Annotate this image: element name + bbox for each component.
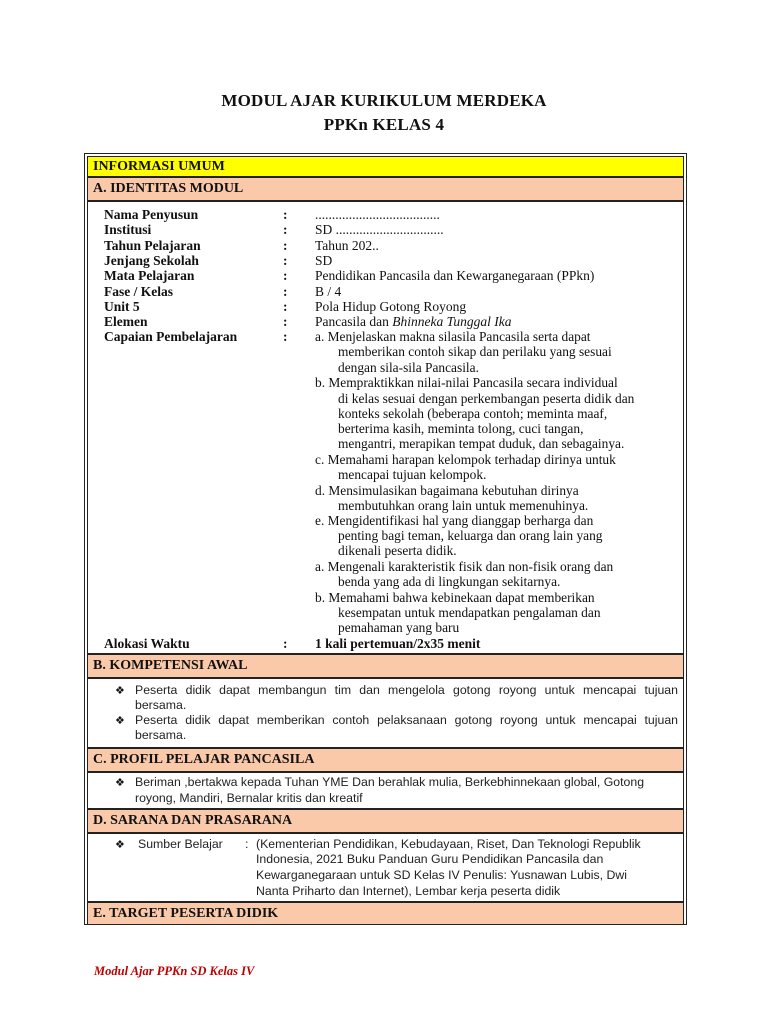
bullet-icon: ❖ — [115, 776, 125, 789]
colon: : — [283, 636, 288, 651]
label-jenjang-sekolah: Jenjang Sekolah — [104, 253, 199, 268]
value-jenjang-sekolah: SD — [315, 253, 333, 268]
document-title: MODUL AJAR KURIKULUM MERDEKA — [221, 91, 547, 110]
capaian-line: konteks sekolah (beberapa contoh; meminta maaf, — [338, 406, 608, 421]
colon: : — [283, 253, 288, 268]
section-sarana-prasarana: D. SARANA DAN PRASARANA — [87, 809, 684, 833]
capaian-line: mengantri, merapikan tempat duduk, dan sebagainya. — [338, 436, 625, 451]
label-tahun-pelajaran: Tahun Pelajaran — [104, 238, 201, 253]
sumber-belajar-line: Indonesia, 2021 Buku Panduan Guru Pendidikan Pancasila dan — [256, 852, 604, 866]
capaian-line: c. Memahami harapan kelompok terhadap dirinya untuk — [315, 452, 616, 467]
label-institusi: Institusi — [104, 222, 152, 237]
sumber-belajar-label: Sumber Belajar — [138, 837, 223, 851]
value-alokasi-waktu: 1 kali pertemuan/2x35 menit — [315, 636, 481, 651]
capaian-line: b. Mempraktikkan nilai-nilai Pancasila secara individual — [315, 375, 618, 390]
colon: : — [283, 238, 288, 253]
sumber-belajar-line: (Kementerian Pendidikan, Kebudayaan, Riset, Dan Teknologi Republik — [256, 837, 641, 851]
value-institusi: SD ................................ — [315, 222, 444, 237]
kompetensi-item: bersama. — [135, 728, 187, 742]
bullet-icon: ❖ — [115, 838, 125, 851]
section-target-peserta-didik: E. TARGET PESERTA DIDIK — [87, 902, 684, 925]
label-alokasi-waktu: Alokasi Waktu — [104, 636, 190, 651]
capaian-line: pemahaman yang baru — [338, 620, 460, 635]
label-nama-penyusun: Nama Penyusun — [104, 207, 199, 222]
value-nama-penyusun: ..................................... — [315, 207, 440, 222]
informasi-umum-header: INFORMASI UMUM — [87, 156, 684, 177]
profil-text-line2: royong, Mandiri, Bernalar kritis dan kreatif — [135, 791, 363, 805]
value-tahun-pelajaran: Tahun 202.. — [315, 238, 379, 253]
capaian-line: dikenali peserta didik. — [338, 543, 457, 558]
capaian-line: memberikan contoh sikap dan perilaku yang sesuai — [338, 344, 612, 359]
profil-text-line1: Beriman ,bertakwa kepada Tuhan YME Dan berahlak mulia, Berkebhinnekaan global, Gotong — [135, 775, 645, 789]
capaian-line: kesempatan untuk mendapatkan pengalaman dan — [338, 605, 601, 620]
value-elemen-plain: Pancasila dan — [315, 314, 393, 329]
colon: : — [283, 299, 288, 314]
capaian-line: a. Menjelaskan makna silasila Pancasila serta dapat — [315, 329, 591, 344]
capaian-line: a. Mengenali karakteristik fisik dan non-fisik orang dan — [315, 559, 614, 574]
capaian-line: di kelas sesuai dengan perkembangan peserta didik dan — [338, 391, 635, 406]
value-elemen-italic: Bhinneka Tunggal Ika — [392, 314, 512, 329]
value-unit: Pola Hidup Gotong Royong — [315, 299, 467, 314]
colon: : — [283, 207, 288, 222]
colon: : — [283, 314, 288, 329]
sumber-belajar-line: Kewarganegaraan untuk SD Kelas IV Penulis: Yusnawan Lubis, Dwi — [256, 868, 627, 882]
section-identitas-modul: A. IDENTITAS MODUL — [87, 177, 684, 201]
value-fase-kelas: B / 4 — [315, 284, 342, 299]
document-subtitle: PPKn KELAS 4 — [323, 115, 445, 134]
colon: : — [245, 837, 249, 851]
capaian-line: dengan sila-sila Pancasila. — [338, 360, 479, 375]
colon: : — [283, 222, 288, 237]
kompetensi-item: bersama. — [135, 698, 187, 712]
value-mata-pelajaran: Pendidikan Pancasila dan Kewarganegaraan (PPkn) — [315, 268, 595, 283]
label-unit: Unit 5 — [104, 299, 140, 314]
capaian-line: e. Mengidentifikasi hal yang dianggap berharga dan — [315, 513, 594, 528]
label-fase-kelas: Fase / Kelas — [104, 284, 173, 299]
colon: : — [283, 284, 288, 299]
capaian-line: penting bagi teman, keluarga dan orang lain yang — [338, 528, 603, 543]
capaian-line: benda yang ada di lingkungan sekitarnya. — [338, 574, 561, 589]
kompetensi-item: Peserta didik dapat memberikan contoh pelaksanaan gotong royong untuk mencapai tujuan — [135, 713, 678, 727]
section-kompetensi-awal: B. KOMPETENSI AWAL — [87, 654, 684, 678]
bullet-icon: ❖ — [115, 714, 125, 727]
sumber-belajar-line: Nanta Priharto dan Internet), Lembar kerja peserta didik — [256, 884, 561, 898]
label-elemen: Elemen — [104, 314, 148, 329]
capaian-line: d. Mensimulasikan bagaimana kebutuhan dirinya — [315, 483, 579, 498]
page-footer: Modul Ajar PPKn SD Kelas IV — [94, 964, 255, 978]
colon: : — [283, 268, 288, 283]
capaian-line: b. Memahami bahwa kebinekaan dapat memberikan — [315, 590, 595, 605]
value-elemen — [315, 314, 511, 330]
label-mata-pelajaran: Mata Pelajaran — [104, 268, 195, 283]
capaian-line: membutuhkan orang lain untuk memenuhinya. — [338, 498, 589, 513]
kompetensi-item: Peserta didik dapat membangun tim dan mengelola gotong royong untuk mencapai tujuan — [135, 683, 678, 697]
capaian-line: mencapai tujuan kelompok. — [338, 467, 487, 482]
bullet-icon: ❖ — [115, 684, 125, 697]
label-capaian-pembelajaran: Capaian Pembelajaran — [104, 329, 238, 344]
capaian-line: berterima kasih, meminta tolong, cuci tangan, — [338, 421, 584, 436]
section-profil-pelajar-pancasila: C. PROFIL PELAJAR PANCASILA — [87, 748, 684, 772]
colon: : — [283, 329, 288, 344]
